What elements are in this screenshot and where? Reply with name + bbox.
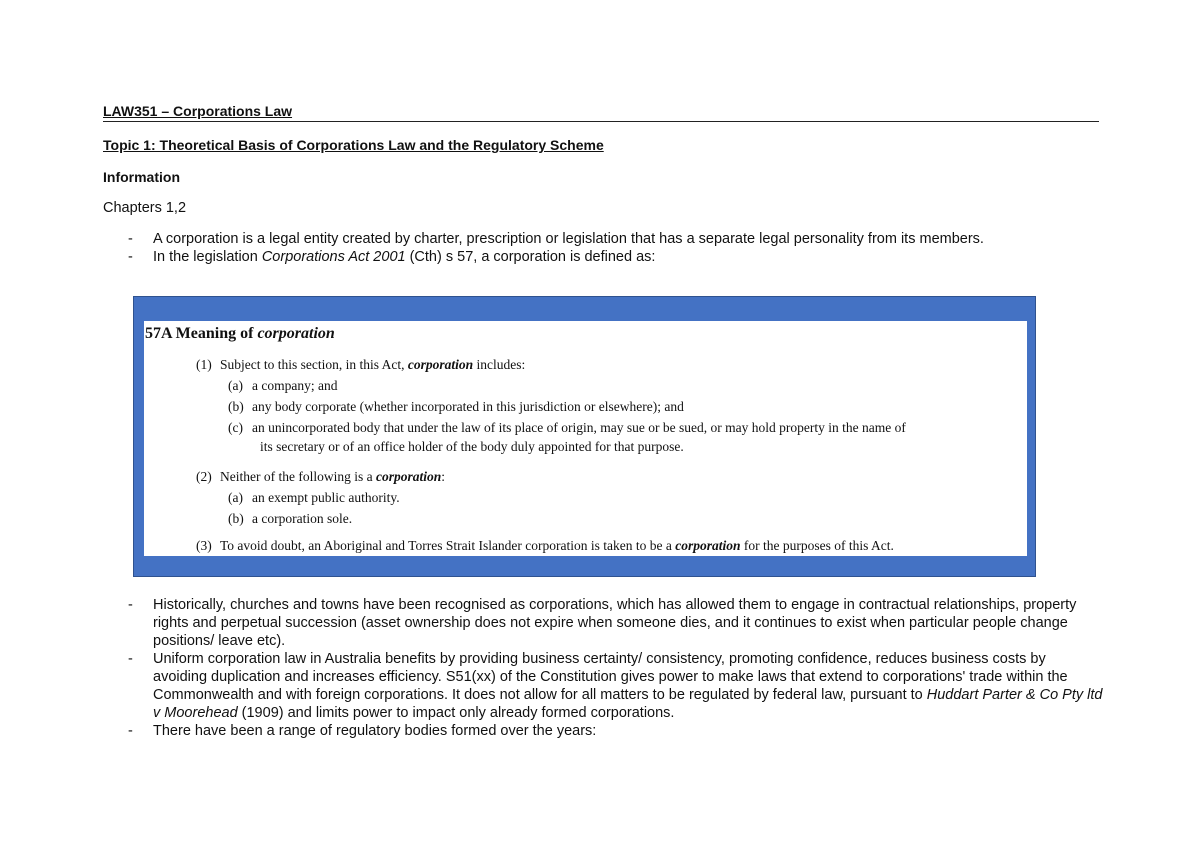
bullet-dash: -: [128, 249, 133, 265]
paragraph-2b: (b) a corporation sole.: [228, 511, 353, 526]
bullet-dash: -: [128, 651, 133, 667]
paragraph-1c: (c) an unincorporated body that under the law of its place of origin, may sue or be sued, or may hold property in the name of: [228, 420, 906, 435]
bullet-text: A corporation is a legal entity created by charter, prescription or legislation that has a separate legal personality from its members.: [153, 231, 984, 247]
case-name: Huddart Parter & Co Pty ltd v Moorehead: [153, 687, 1103, 721]
bullet-list-top: [128, 230, 1103, 266]
chapters-line: Chapters 1,2: [103, 200, 187, 216]
bullet-text-pre: Uniform corporation law in Australia benefits by providing business certainty/ consistency, promoting confidence, reduces business costs by avoiding duplication and increases efficiency. S51(xx) of the Constitution gives power to make laws that extend to corporations' trade within the Commonwealth and with foreign corporations. It does not allow for all matters to be regulated by federal law, pursuant to: [153, 651, 1068, 703]
statute-excerpt: [144, 321, 1027, 556]
bullet-dash: -: [128, 723, 133, 739]
information-heading: Information: [103, 169, 180, 185]
subsection-2: (2) Neither of the following is a corporation:: [196, 469, 445, 484]
title-rule: [103, 121, 1099, 122]
subsection-1: (1) Subject to this section, in this Act, corporation includes:: [196, 357, 526, 372]
paragraph-2a: (a) an exempt public authority.: [228, 490, 400, 505]
list-item: [128, 722, 1103, 740]
bullet-text: There have been a range of regulatory bodies formed over the years:: [153, 723, 597, 739]
list-item: [128, 650, 1103, 722]
paragraph-1c-continued: its secretary or of an office holder of the body duly appointed for that purpose.: [260, 439, 684, 454]
section-title: 57A Meaning of corporation: [145, 325, 335, 342]
bullet-text-pre: In the legislation: [153, 249, 262, 265]
bullet-dash: -: [128, 597, 133, 613]
subsection-3: (3) To avoid doubt, an Aboriginal and Torres Strait Islander corporation is taken to be a corporation for the purposes of this Act.: [196, 538, 894, 553]
bullet-text: Historically, churches and towns have been recognised as corporations, which has allowed them to engage in contractual relationships, property rights and perpetual succession (asset ownership does not expire when someone dies, and it continues to exist when particular people change positions/ leave etc).: [153, 597, 1077, 649]
bullet-list-bottom: [128, 596, 1103, 740]
list-item: [128, 248, 1103, 266]
topic-heading: Topic 1: Theoretical Basis of Corporations Law and the Regulatory Scheme: [103, 137, 604, 153]
list-item: [128, 230, 1103, 248]
bullet-text-post: (1909) and limits power to impact only already formed corporations.: [237, 705, 675, 721]
statute-excerpt-box: [133, 296, 1036, 577]
act-name: Corporations Act 2001: [261, 249, 406, 265]
paragraph-1a: (a) a company; and: [228, 378, 338, 393]
course-title: LAW351 – Corporations Law: [103, 103, 293, 119]
paragraph-1b: (b) any body corporate (whether incorporated in this jurisdiction or elsewhere); and: [228, 399, 684, 414]
bullet-text-post: (Cth) s 57, a corporation is defined as:: [405, 249, 656, 265]
bullet-dash: -: [128, 231, 133, 247]
list-item: [128, 596, 1103, 650]
